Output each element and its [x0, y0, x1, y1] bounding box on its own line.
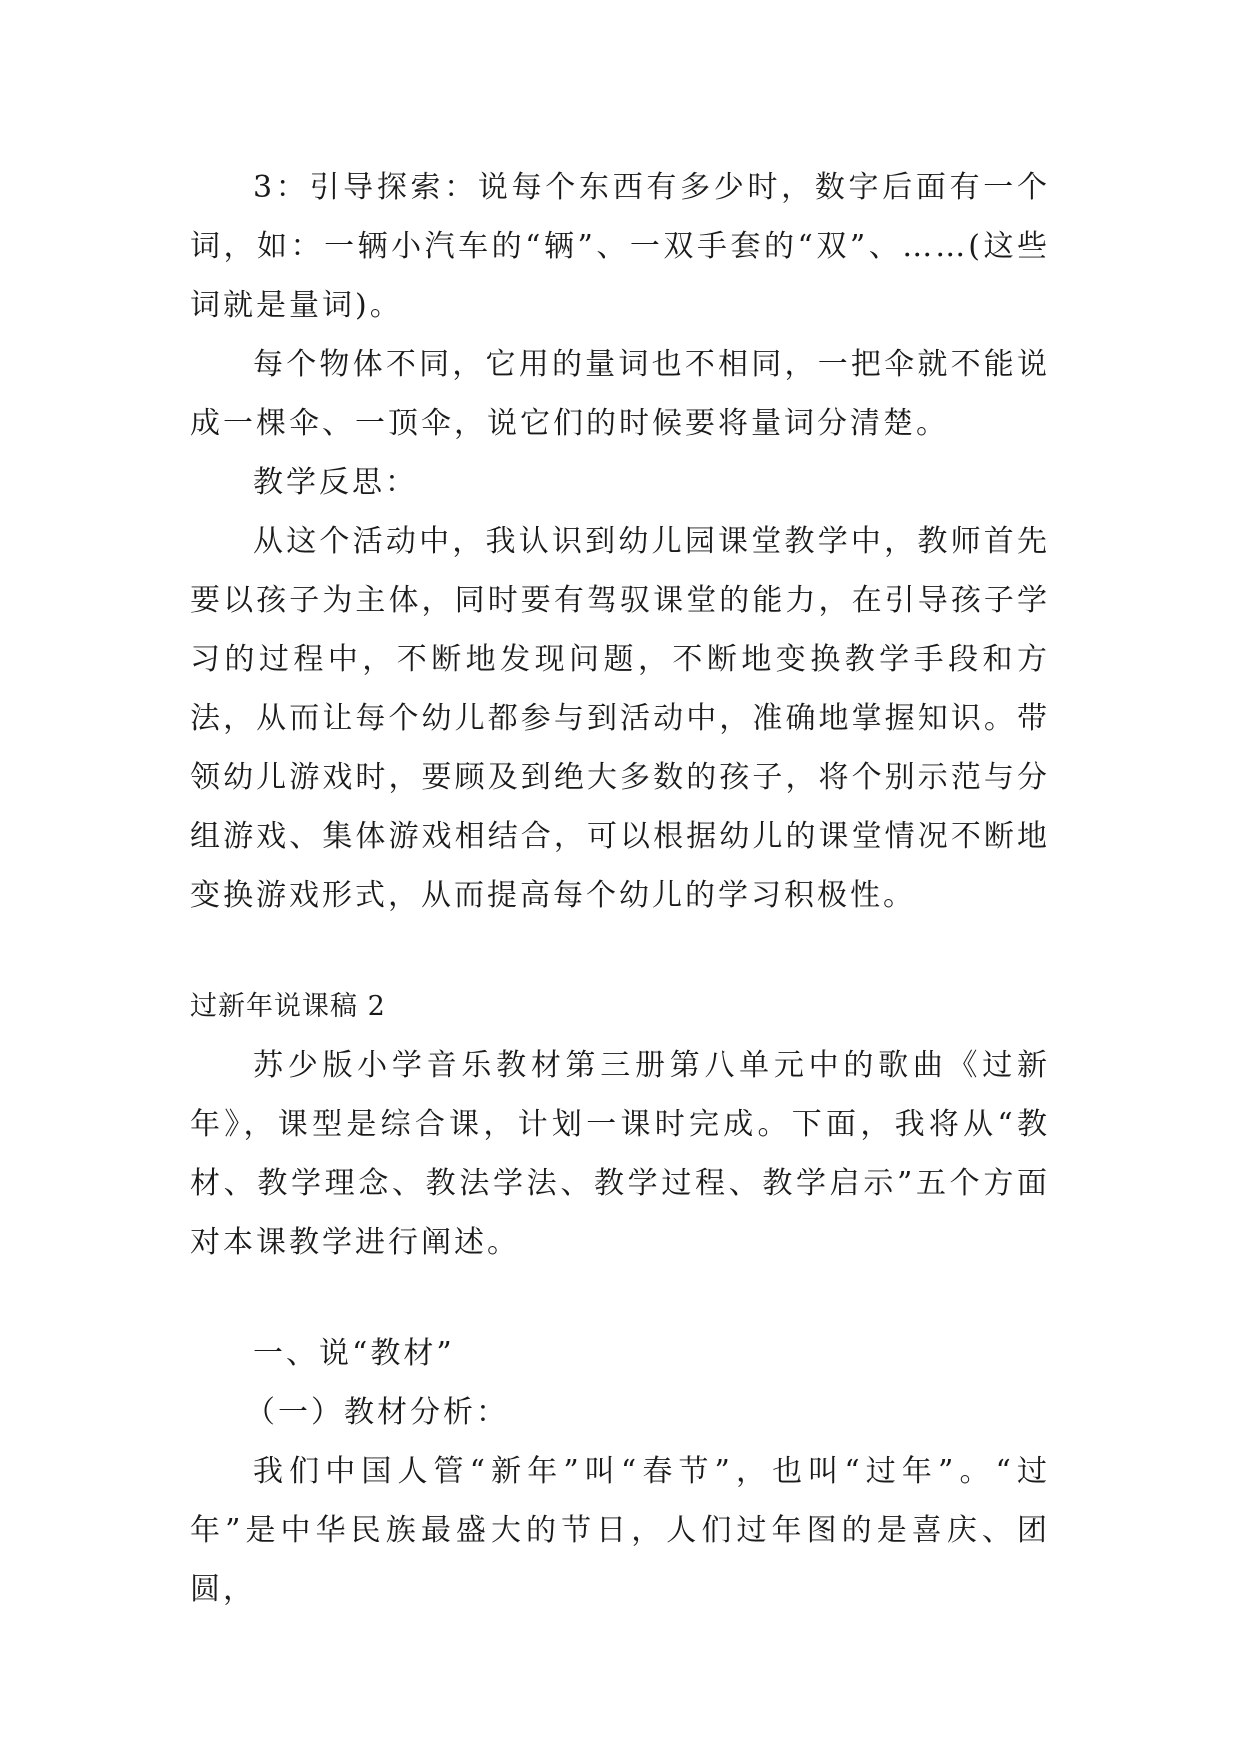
spacer — [190, 925, 1050, 977]
spacer — [190, 1272, 1050, 1324]
paragraph-reflection: 从这个活动中，我认识到幼儿园课堂教学中，教师首先要以孩子为主体，同时要有驾驭课堂的能力，在引导孩子学习的过程中，不断地发现问题，不断地变换教学手段和方法，从而让每个幼儿都参与到活动中，准确地掌握知识。带领幼儿游戏时，要顾及到绝大多数的孩子，将个别示范与分组游戏、集体游戏相结合，可以根据幼儿的课堂情况不断地变换游戏形式，从而提高每个幼儿的学习积极性。 — [190, 524, 1050, 913]
paragraph-guided-exploration: 3：引导探索：说每个东西有多少时，数字后面有一个词，如：一辆小汽车的“辆”、一双手套的“双”、……(这些词就是量词)。 — [190, 170, 1050, 323]
paragraph-intro: 苏少版小学音乐教材第三册第八单元中的歌曲《过新年》，课型是综合课，计划一课时完成。下面，我将从“教材、教学理念、教法学法、教学过程、教学启示”五个方面对本课教学进行阐述。 — [190, 1048, 1050, 1260]
paragraph-measure-words: 每个物体不同，它用的量词也不相同，一把伞就不能说成一棵伞、一顶伞，说它们的时候要将量词分清楚。 — [190, 347, 1050, 441]
section-heading: 一、说“教材” — [253, 1336, 455, 1371]
document-body — [190, 158, 1050, 1619]
sub-heading: （一）教材分析： — [245, 1395, 509, 1430]
document-title: 过新年说课稿 2 — [190, 991, 386, 1022]
paragraph-material-analysis: 我们中国人管“新年”叫“春节”，也叫“过年”。“过年”是中华民族最盛大的节日，人们过年图的是喜庆、团圆， — [190, 1454, 1050, 1607]
teaching-reflection-heading: 教学反思： — [253, 465, 418, 500]
